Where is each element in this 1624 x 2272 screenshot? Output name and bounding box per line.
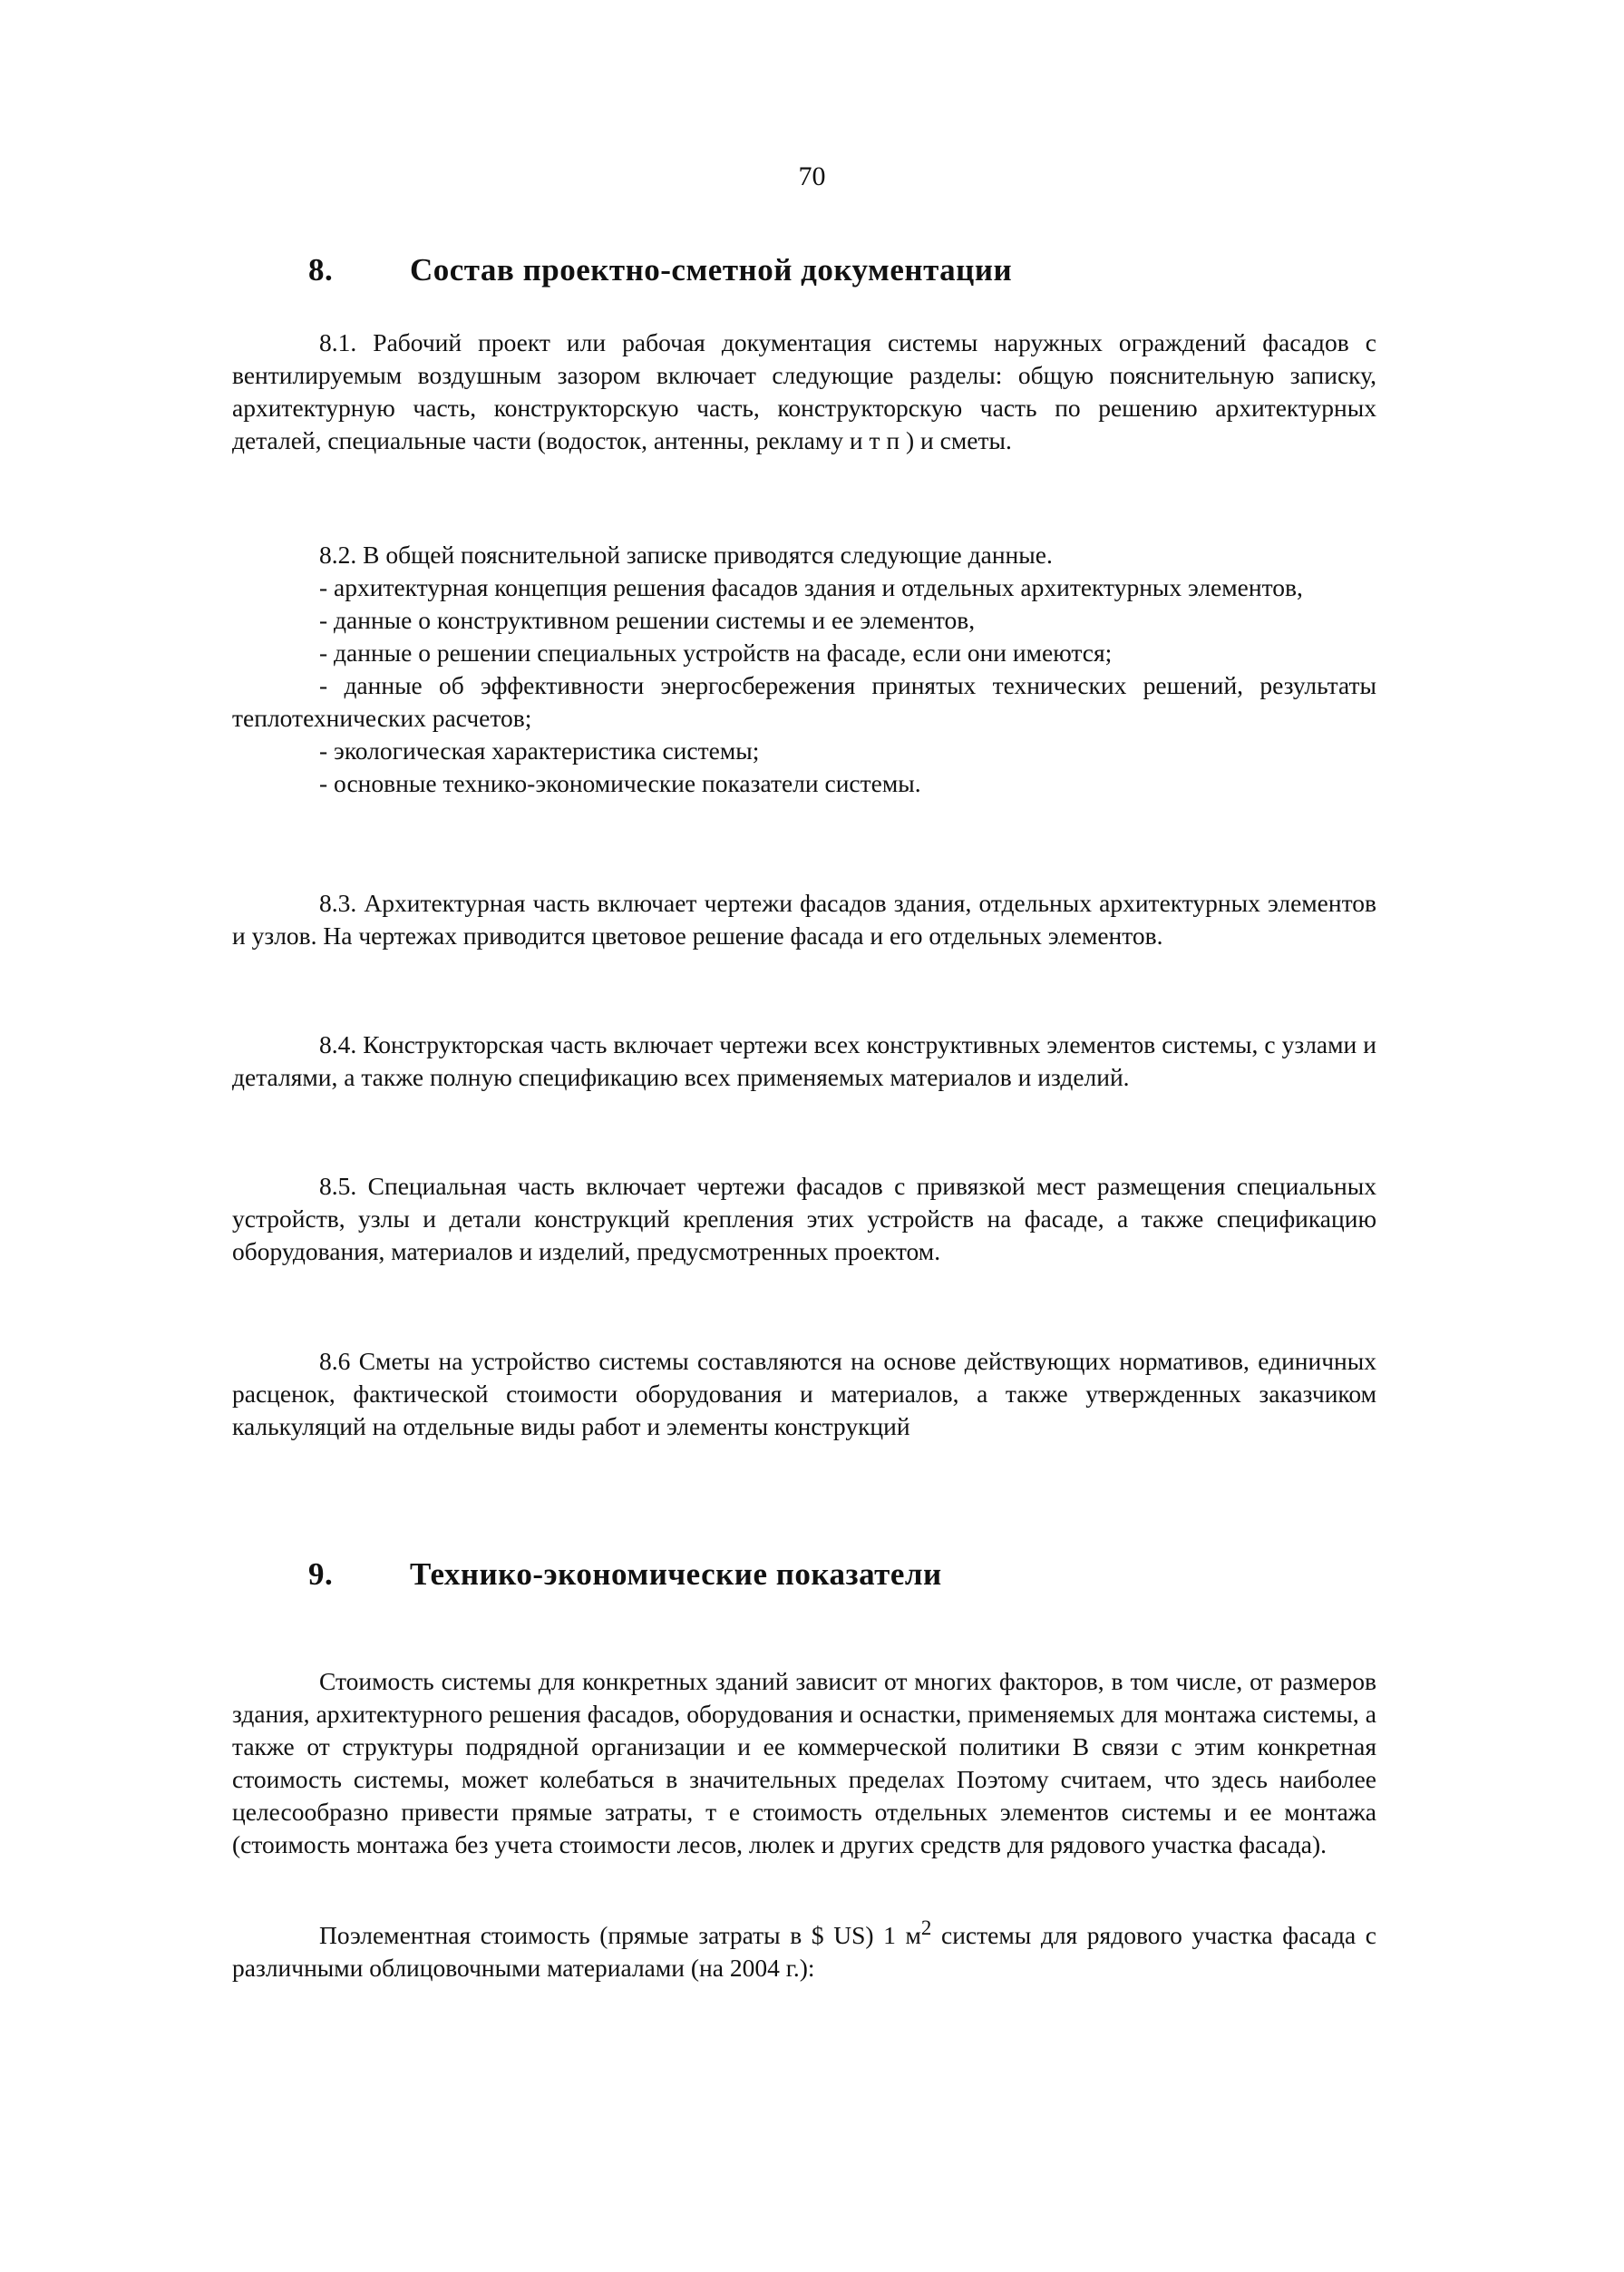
paragraph-8-1-text: 8.1. Рабочий проект или рабочая документация системы наружных ограждений фасадов с вентилируемым воздушным зазором включает следующие разделы: общую пояснительную записку, архитектурную часть, конструкторскую часть, конструкторскую часть по решению архитектурных деталей, специальные части (водосток, антенны, рекламу и т п ) и сметы. — [232, 328, 1376, 454]
section-8-number: 8. — [308, 252, 334, 288]
section-9-number: 9. — [308, 1556, 334, 1592]
paragraph-9-2-text — [232, 1912, 1376, 1984]
section-8-title: Состав проектно-сметной документации — [410, 252, 1013, 288]
paragraph-8-1 — [232, 327, 1376, 457]
paragraph-9-2-after: системы для рядового участка фасада с различными облицовочными материалами (на 2004 г.): — [232, 1921, 1376, 1983]
paragraph-8-3-text: 8.3. Архитектурная часть включает чертежи фасадов здания, отдельных архитектурных элементов и узлов. На чертежах приводится цветовое решение фасада и его отдельных элементов. — [232, 889, 1376, 950]
paragraph-8-3 — [232, 887, 1376, 952]
section-9-title: Технико-экономические показатели — [410, 1556, 942, 1592]
paragraph-8-4-text: 8.4. Конструкторская часть включает чертежи всех конструктивных элементов системы, с узлами и деталями, а также полную спецификацию всех применяемых материалов и изделий. — [232, 1030, 1376, 1091]
paragraph-9-1-text: Стоимость системы для конкретных зданий зависит от многих факторов, в том числе, от размеров здания, архитектурного решения фасадов, оборудования и оснастки, применяемых для монтажа системы, а также от структуры подрядной организации и ее коммерческой политики В связи с этим конкретная стоимость системы, может колебаться в значительных пределах Поэтому считаем, что здесь наиболее целесообразно привести прямые затраты, т е стоимость отдельных элементов системы и ее монтажа (стоимость монтажа без учета стоимости лесов, люлек и других средств для рядового участка фасада). — [232, 1667, 1376, 1858]
paragraph-9-2-before: Поэлементная стоимость (прямые затраты в $ US) 1 м — [319, 1921, 921, 1950]
paragraph-8-2 — [232, 539, 1376, 800]
paragraph-8-5 — [232, 1170, 1376, 1268]
list-item: - архитектурная концепция решения фасадов здания и отдельных архитектурных элементов, — [319, 573, 1303, 601]
page-number: 70 — [798, 161, 826, 191]
list-item: - экологическая характеристика системы; — [319, 736, 760, 765]
paragraph-8-5-text: 8.5. Специальная часть включает чертежи фасадов с привязкой мест размещения специальных устройств, узлы и детали конструкций крепления этих устройств на фасаде, а также спецификацию оборудования, материалов и изделий, предусмотренных проектом. — [232, 1172, 1376, 1265]
section-8-heading — [308, 252, 1012, 288]
paragraph-8-2-intro: 8.2. В общей пояснительной записке приводятся следующие данные. — [319, 541, 1053, 569]
list-item: - данные о конструктивном решении системы и ее элементов, — [319, 606, 976, 634]
paragraph-8-6 — [232, 1345, 1376, 1443]
paragraph-9-1 — [232, 1665, 1376, 1861]
superscript-2: 2 — [920, 1916, 932, 1939]
list-item: - данные о решении специальных устройств на фасаде, если они имеются; — [319, 639, 1113, 667]
list-item: - основные технико-экономические показатели системы. — [319, 769, 921, 797]
paragraph-8-6-text: 8.6 Сметы на устройство системы составляются на основе действующих нормативов, единичных расценок, фактической стоимости оборудования и материалов, а также утвержденных заказчиком калькуляций на отдельные виды работ и элементы конструкций — [232, 1347, 1376, 1440]
list-item: - данные об эффективности энергосбережения принятых технических решений, результаты теплотехнических расчетов; — [232, 671, 1376, 732]
paragraph-9-2 — [232, 1912, 1376, 1984]
section-9-heading — [308, 1556, 942, 1593]
paragraph-8-4 — [232, 1029, 1376, 1094]
